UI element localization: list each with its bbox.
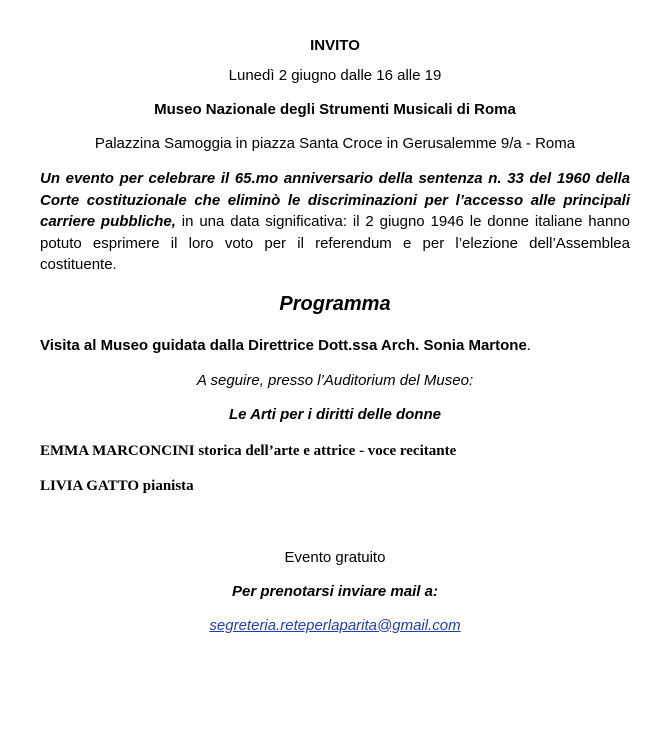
venue-address: Palazzina Samoggia in piazza Santa Croce in Gerusalemme 9/a - Roma — [94, 135, 576, 152]
free-event-note: Evento gratuito — [284, 548, 386, 566]
performer-item: LIVIA GATTO pianista — [40, 477, 194, 494]
intro-paragraph — [40, 168, 630, 276]
event-date: Lunedì 2 giugno dalle 16 alle 19 — [228, 67, 442, 84]
event-title: Le Arti per i diritti delle donne — [229, 405, 441, 423]
museum-visit-period: . — [526, 336, 531, 354]
programme-heading: Programma — [279, 292, 391, 315]
museum-visit — [40, 336, 630, 356]
booking-email-link[interactable]: segreteria.reteperlaparita@gmail.com — [209, 616, 461, 634]
museum-visit-text: Visita al Museo guidata dalla Direttrice Dott.ssa Arch. Sonia Martone — [40, 336, 527, 354]
booking-instructions: Per prenotarsi inviare mail a: — [232, 582, 438, 600]
museum-name: Museo Nazionale degli Strumenti Musicali di Roma — [154, 101, 516, 118]
following-note: A seguire, presso l’Auditorium del Museo: — [196, 371, 474, 389]
booking-email — [40, 616, 630, 636]
intro-rest: in una data significativa: il 2 giugno 1946 le donne italiane hanno potuto esprimere il loro voto per il referendum e per l’elezione dell’Assemblea costituente. — [40, 213, 630, 273]
intro-emphasis: Un evento per celebrare il 65.mo anniversario della sentenza n. 33 del 1960 della Corte costituzionale che eliminò le discriminazioni per l’accesso alle principali carriere pubbliche, — [40, 170, 630, 230]
performer-item: EMMA MARCONCINI storica dell’arte e attrice - voce recitante — [40, 442, 457, 459]
invite-title: INVITO — [310, 37, 360, 54]
invitation-document — [40, 30, 630, 636]
